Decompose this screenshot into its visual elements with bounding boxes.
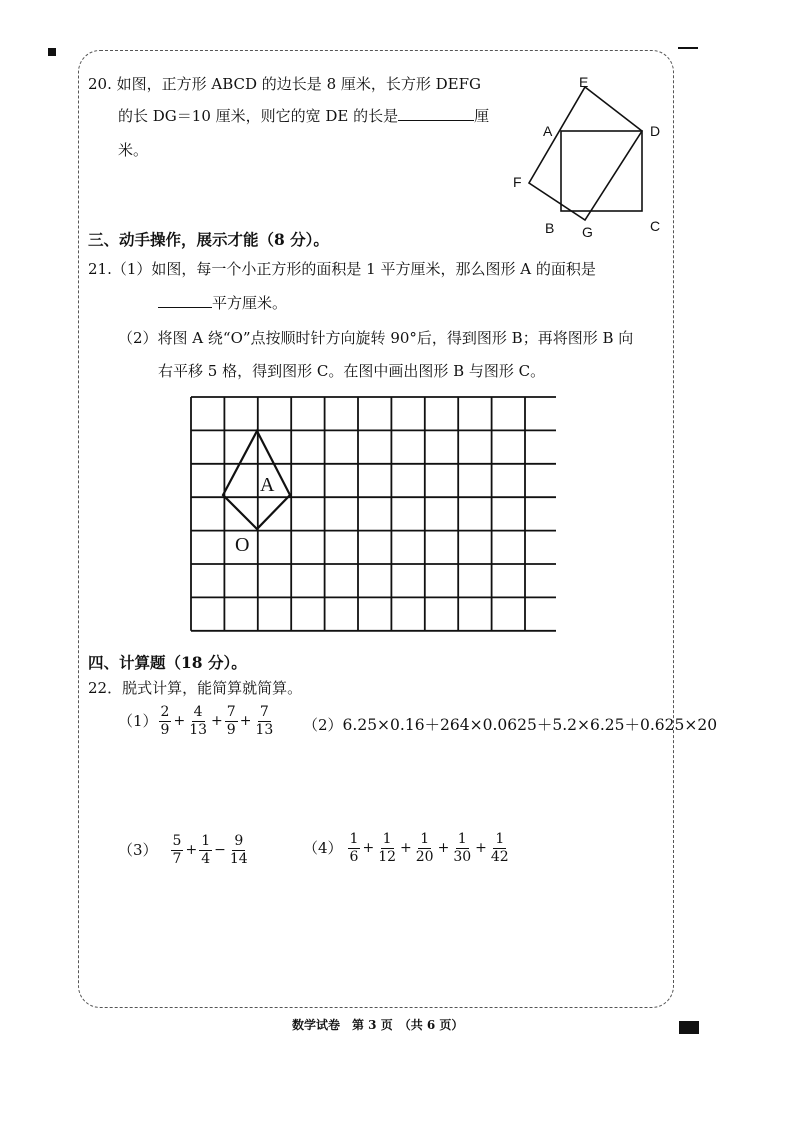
operator: +: [173, 713, 186, 730]
registration-mark-rect: [679, 1021, 699, 1034]
denominator: 42: [490, 848, 509, 865]
fraction: [253, 705, 275, 737]
denominator: 6: [349, 848, 359, 865]
q22-problem-3: [118, 834, 251, 866]
q21-answer-blank[interactable]: [158, 307, 212, 308]
q22-problem-1: [118, 705, 276, 737]
q20-answer-blank[interactable]: [398, 120, 474, 121]
operator: −: [214, 842, 226, 859]
fraction: [228, 834, 250, 866]
fraction: [187, 705, 209, 737]
numerator: 9: [234, 833, 244, 849]
denominator: 9: [160, 721, 170, 738]
numerator: 1: [420, 831, 430, 847]
fraction: [451, 832, 473, 864]
numerator: 4: [193, 704, 203, 720]
q22-problem-2: [303, 718, 717, 734]
q21-part1-line2: [158, 296, 287, 311]
registration-mark-square: [48, 48, 56, 56]
figure-a-shape: [223, 431, 290, 529]
square-abcd: [561, 131, 642, 211]
numerator: 1: [349, 831, 359, 847]
operator: +: [437, 840, 450, 857]
q20-line3: 米。: [118, 141, 149, 159]
operator: +: [239, 713, 252, 730]
q22-p3-expression: [170, 834, 251, 866]
q21-square-grid[interactable]: [190, 396, 556, 632]
denominator: 14: [229, 850, 248, 867]
q20-line1: 20. 如图，正方形 ABCD 的边长是 8 厘米，长方形 DEFG: [88, 75, 482, 93]
numerator: 1: [201, 833, 211, 849]
fraction: [414, 832, 436, 864]
fraction: [348, 832, 361, 864]
denominator: 9: [226, 721, 236, 738]
q20-line2: [118, 109, 489, 124]
label-F: F: [513, 174, 522, 190]
label-G: G: [582, 224, 593, 240]
numerator: 1: [457, 831, 467, 847]
q22-p4-label: （4）: [303, 838, 343, 857]
denominator: 13: [189, 721, 208, 738]
operator: +: [185, 842, 198, 859]
numerator: 7: [226, 704, 236, 720]
fraction: [159, 705, 172, 737]
label-A: A: [543, 123, 553, 139]
q21-unit: 平方厘米。: [212, 294, 288, 312]
operator: +: [475, 840, 487, 857]
q22-title: 22．脱式计算，能简算就简算。: [88, 679, 303, 697]
denominator: 4: [201, 850, 211, 867]
numerator: 1: [495, 831, 505, 847]
fraction: [199, 834, 212, 866]
q22-p1-expression: [158, 705, 277, 737]
section-4-title: 四、计算题（18 分）。: [88, 653, 247, 672]
fraction: [489, 832, 511, 864]
numerator: 1: [382, 831, 392, 847]
denominator: 20: [415, 848, 434, 865]
fraction: [225, 705, 238, 737]
q21-part2-line1: （2）将图 A 绕“O”点按顺时针方向旋转 90°后，得到图形 B；再将图形 B 向: [118, 329, 634, 347]
q22-p2-expression: 6.25×0.16＋264×0.0625＋5.2×6.25＋0.625×20: [342, 716, 718, 734]
denominator: 30: [453, 848, 472, 865]
label-B: B: [545, 220, 555, 236]
operator: +: [211, 713, 223, 730]
denominator: 13: [255, 721, 274, 738]
figure-a-label: A: [260, 474, 275, 496]
q20-line2-unit: 厘: [474, 107, 490, 125]
denominator: 12: [378, 848, 397, 865]
q20-geometry-figure: [505, 70, 675, 240]
label-D: D: [650, 123, 661, 139]
fraction: [376, 832, 398, 864]
q22-p3-label: （3）: [118, 840, 158, 859]
numerator: 7: [259, 704, 269, 720]
rectangle-defg: [529, 87, 642, 220]
label-C: C: [650, 218, 661, 234]
q22-problem-4: [303, 832, 512, 864]
q22-p4-expression: [347, 832, 512, 864]
label-E: E: [579, 74, 589, 90]
q22-p1-label: （1）: [118, 711, 158, 730]
q21-part2-line2: 右平移 5 格，得到图形 C。在图中画出图形 B 与图形 C。: [158, 362, 546, 380]
page-footer: 数学试卷 第 3 页 （共 6 页）: [292, 1018, 464, 1032]
denominator: 7: [172, 850, 182, 867]
numerator: 5: [172, 833, 182, 849]
q20-line2-text: 的长 DG＝10 厘米，则它的宽 DE 的长是: [118, 107, 399, 125]
q22-p2-label: （2）: [303, 716, 343, 735]
numerator: 2: [160, 704, 170, 720]
operator: +: [362, 840, 375, 857]
operator: +: [400, 840, 412, 857]
q21-part1-line1: 21.（1）如图，每一个小正方形的面积是 1 平方厘米，那么图形 A 的面积是: [88, 260, 596, 278]
fraction: [171, 834, 184, 866]
registration-mark-line: [678, 47, 698, 49]
section-3-title: 三、动手操作，展示才能（8 分）。: [88, 230, 329, 249]
rotation-center-o-label: O: [235, 534, 250, 556]
